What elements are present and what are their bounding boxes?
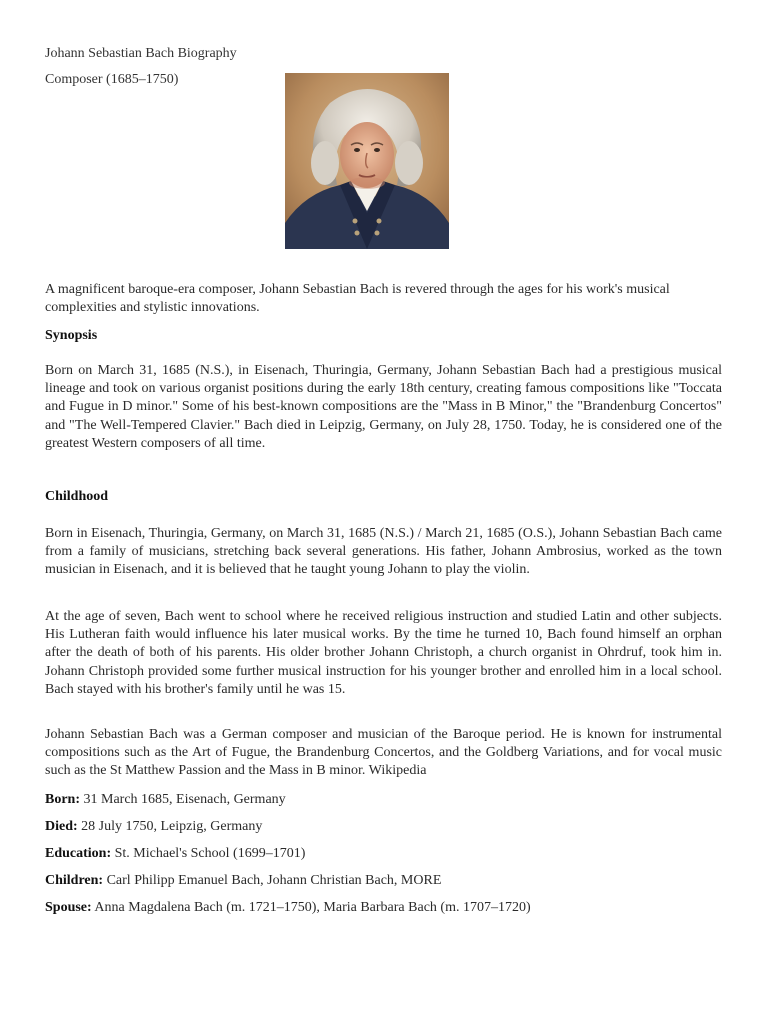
childhood-paragraph-2: At the age of seven, Bach went to school where he received religious instruction and studied Latin and other subjects. His Lutheran faith would influence his later musical works. By the time he turned 10, Bach found himself an orphan after the death of both of his parents. His older brother Johann Christoph, a church organist in Ohrdruf, took him in. Johann Christoph provided some further musical instruction for his younger brother and enrolled him in a local school. Bach stayed with his brother's family until he was 15. [45, 609, 722, 697]
fact-died-label: Died: [45, 819, 78, 834]
fact-born [45, 792, 286, 808]
document-title: Johann Sebastian Bach Biography [45, 46, 237, 61]
fact-education [45, 846, 305, 862]
fact-born-value: 31 March 1685, Eisenach, Germany [83, 792, 286, 807]
fact-children-value: Carl Philipp Emanuel Bach, Johann Christian Bach, MORE [106, 873, 442, 888]
bach-portrait-image [285, 73, 449, 249]
synopsis-paragraph: Born on March 31, 1685 (N.S.), in Eisenach, Thuringia, Germany, Johann Sebastian Bach had a prestigious musical lineage and took on various organist positions during the early 18th century, creating famous compositions like "Toccata and Fugue in D minor." Some of his best-known compositions are the "Mass in B Minor," the "Brandenburg Concertos" and "The Well-Tempered Clavier." Bach died in Leipzig, Germany, on July 28, 1750. Today, he is considered one of the greatest Western composers of all time. [45, 363, 722, 451]
portrait-illustration [285, 73, 449, 249]
document-subtitle: Composer (1685–1750) [45, 72, 179, 87]
intro-paragraph: A magnificent baroque-era composer, Johann Sebastian Bach is revered through the ages for his work's musical complexities and stylistic innovations. [45, 282, 670, 316]
fact-born-label: Born: [45, 792, 80, 807]
fact-children-label: Children: [45, 873, 104, 888]
fact-children [45, 873, 441, 889]
fact-education-value: St. Michael's School (1699–1701) [114, 846, 306, 861]
fact-spouse-value: Anna Magdalena Bach (m. 1721–1750), Maria Barbara Bach (m. 1707–1720) [94, 900, 531, 915]
fact-education-label: Education: [45, 846, 112, 861]
fact-died [45, 819, 262, 835]
wikipedia-summary-paragraph: Johann Sebastian Bach was a German composer and musician of the Baroque period. He is known for instrumental compositions such as the Art of Fugue, the Brandenburg Concertos, and the Goldberg Variations, and for vocal music such as the St Matthew Passion and the Mass in B minor. Wikipedia [45, 727, 722, 779]
fact-spouse-label: Spouse: [45, 900, 92, 915]
fact-spouse [45, 900, 531, 916]
fact-died-value: 28 July 1750, Leipzig, Germany [81, 819, 263, 834]
childhood-paragraph-1: Born in Eisenach, Thuringia, Germany, on March 31, 1685 (N.S.) / March 21, 1685 (O.S.), Johann Sebastian Bach came from a family of musicians, stretching back several generations. His father, Johann Ambrosius, worked as the town musician in Eisenach, and it is believed that he taught young Johann to play the violin. [45, 526, 722, 578]
childhood-heading: Childhood [45, 489, 109, 504]
synopsis-heading: Synopsis [45, 328, 98, 343]
